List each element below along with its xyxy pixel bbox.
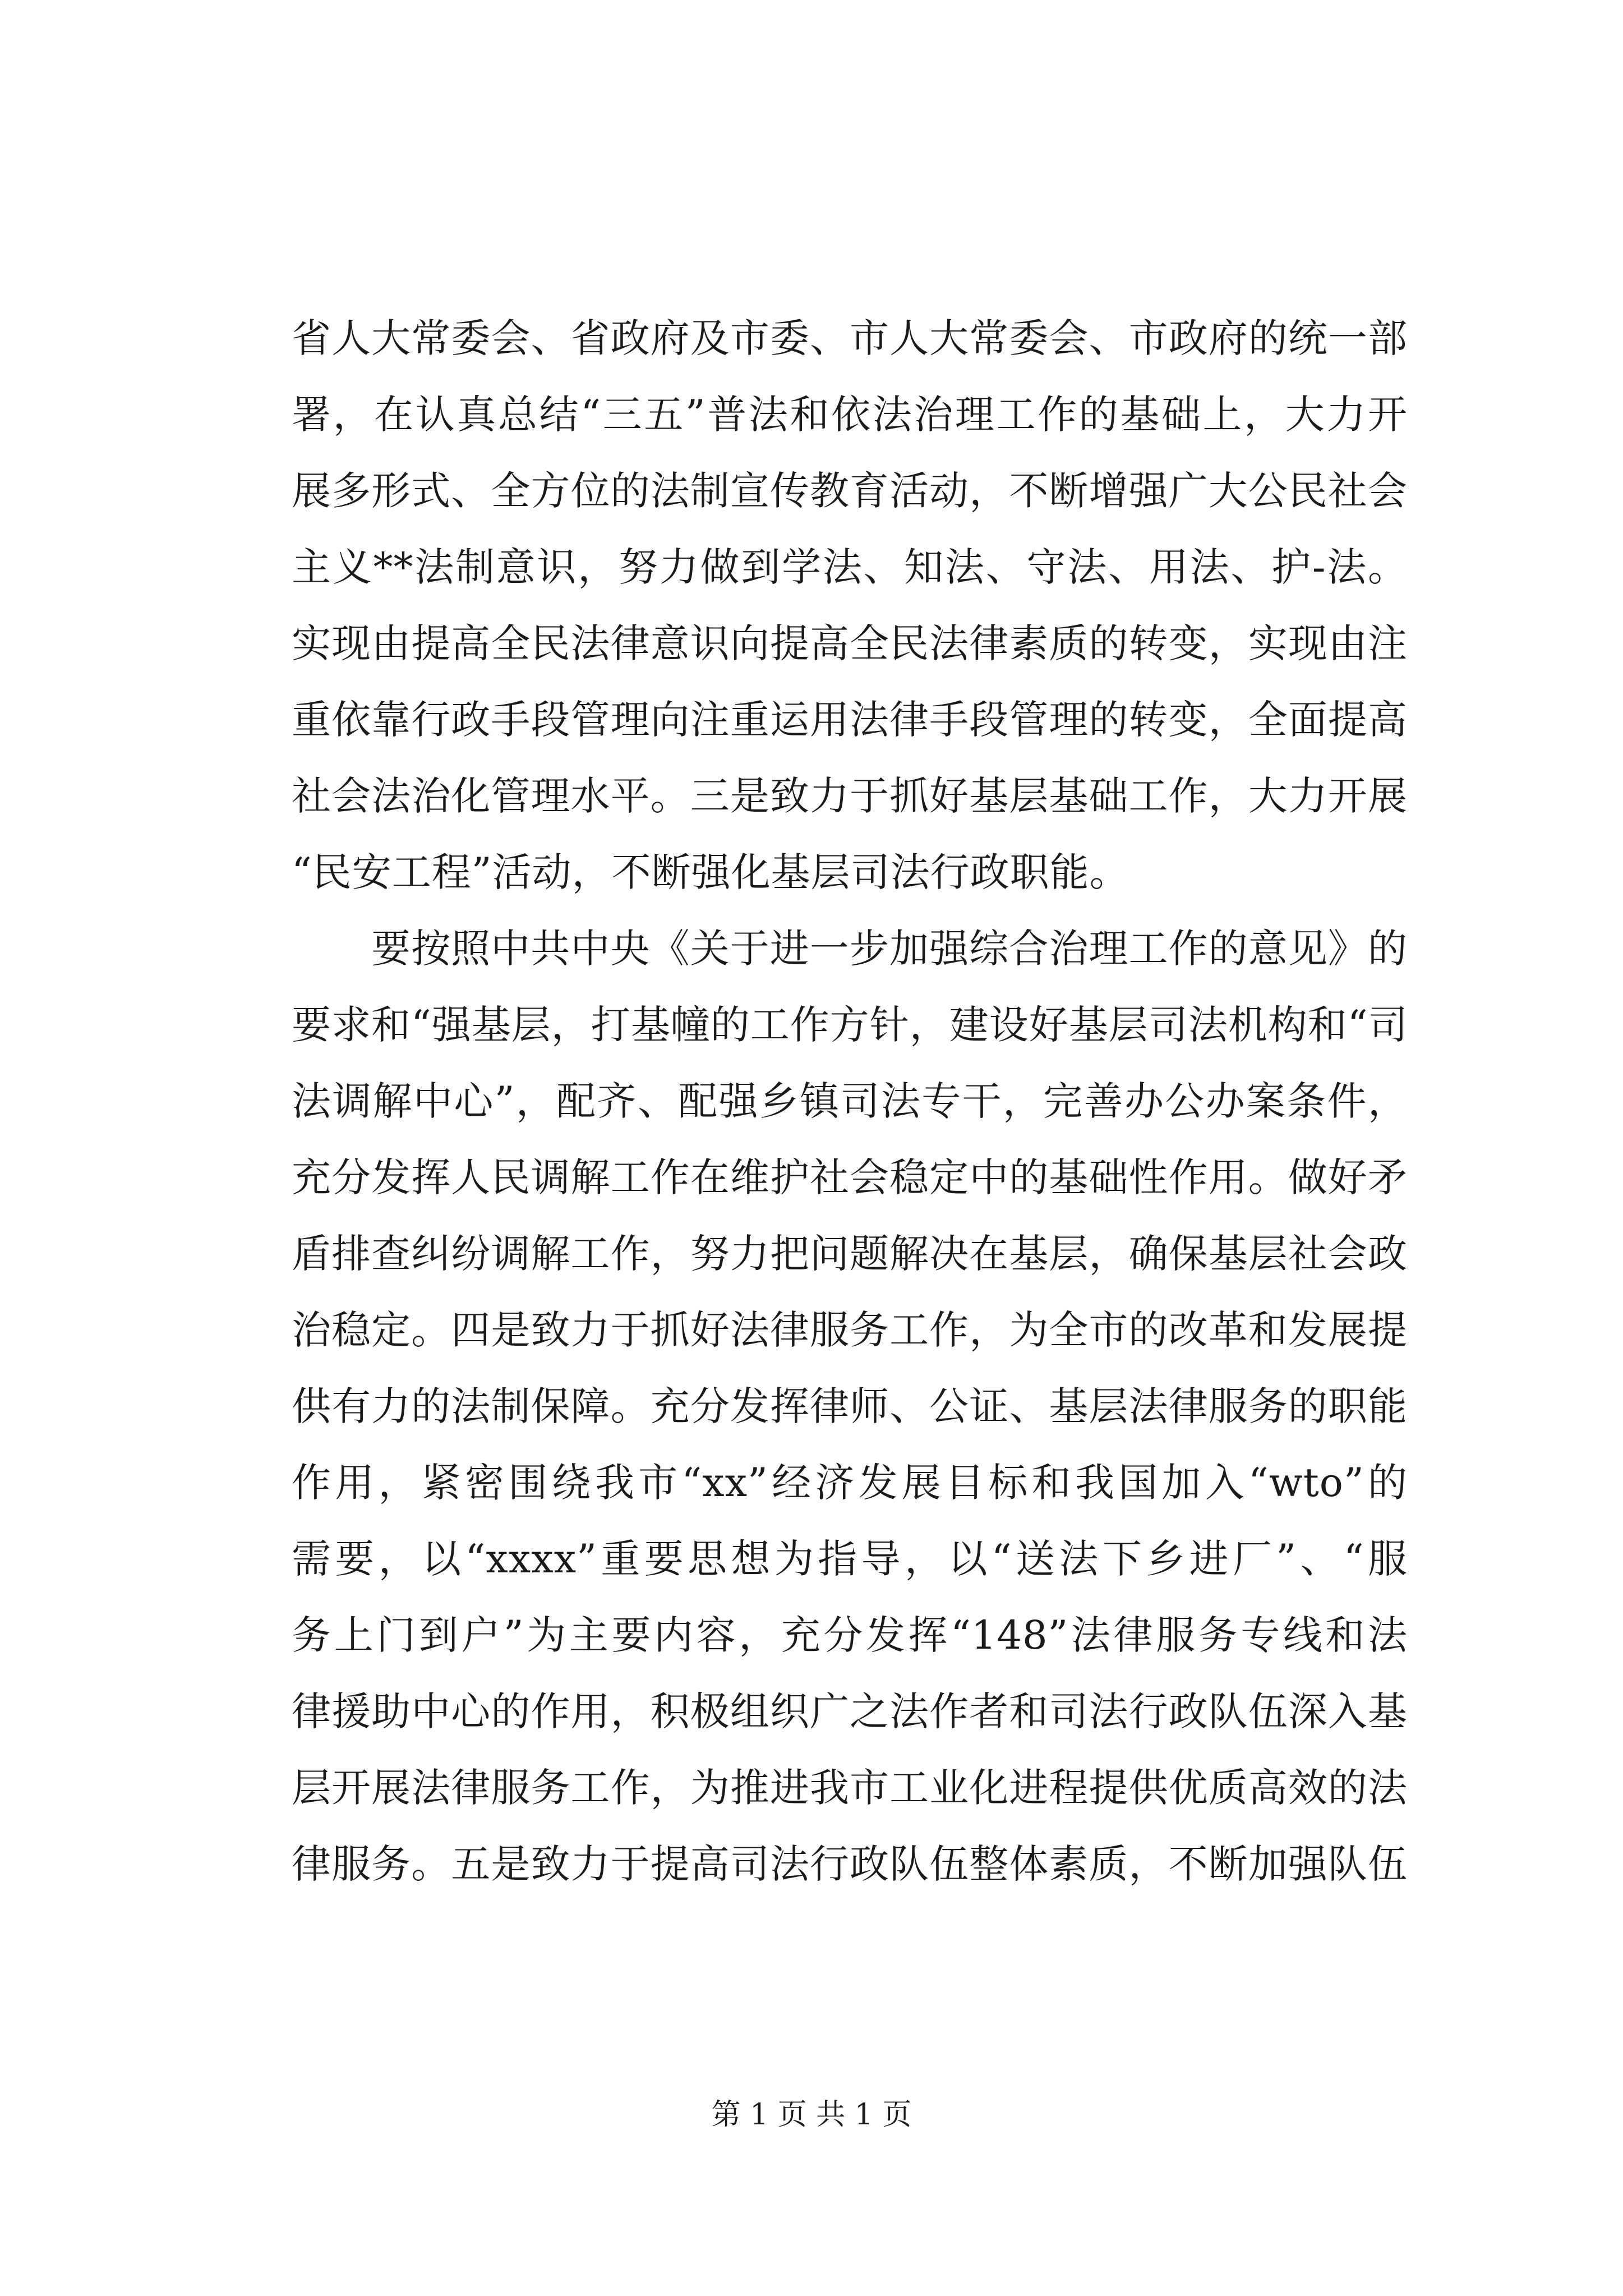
text-line: 层开展法律服务工作，为推进我市工业化进程提供优质高效的法: [292, 1765, 1408, 1811]
paragraph-2: [292, 910, 1408, 1902]
text-line: 务上门到户”为主要内容，充分发挥“148”法律服务专线和法: [292, 1612, 1408, 1658]
text-line: 充分发挥人民调解工作在维护社会稳定中的基础性作用。做好矛: [292, 1154, 1408, 1200]
text-line: 社会法治化管理水平。三是致力于抓好基层基础工作，大力开展: [292, 773, 1408, 819]
page-number-label: 第 1 页 共 1 页: [711, 2098, 912, 2132]
text-line: 盾排查纠纷调解工作，努力把问题解决在基层，确保基层社会政: [292, 1231, 1408, 1277]
text-line: 实现由提高全民法律意识向提高全民法律素质的转变，实现由注: [292, 620, 1408, 666]
text-line: 治稳定。四是致力于抓好法律服务工作，为全市的改革和发展提: [292, 1307, 1408, 1353]
text-line: 律服务。五是致力于提高司法行政队伍整体素质，不断加强队伍: [292, 1841, 1408, 1887]
page-footer: [0, 2095, 1623, 2134]
text-line: 主义**法制意识，努力做到学法、知法、守法、用法、护-法。: [292, 544, 1408, 590]
text-line: 需要，以“xxxx”重要思想为指导，以“送法下乡进厂”、“服: [292, 1536, 1408, 1582]
text-line: 要求和“强基层，打基幢的工作方针，建设好基层司法机构和“司: [292, 1002, 1408, 1048]
text-line: 署，在认真总结“三五”普法和依法治理工作的基础上，大力开: [292, 392, 1408, 438]
text-line: 律援助中心的作用，积极组织广之法作者和司法行政队伍深入基: [292, 1688, 1408, 1734]
text-line: 省人大常委会、省政府及市委、市人大常委会、市政府的统一部: [292, 315, 1408, 361]
text-line: 展多形式、全方位的法制宣传教育活动，不断增强广大公民社会: [292, 468, 1408, 514]
text-line: “民安工程”活动，不断强化基层司法行政职能。: [292, 849, 1129, 895]
body-text: [292, 300, 1408, 1902]
text-line: 要按照中共中央《关于进一步加强综合治理工作的意见》的: [371, 926, 1408, 972]
text-line: 法调解中心”，配齐、配强乡镇司法专干，完善办公办案条件，: [292, 1078, 1408, 1124]
text-line: 供有力的法制保障。充分发挥律师、公证、基层法律服务的职能: [292, 1383, 1408, 1429]
text-line: 作用，紧密围绕我市“xx”经济发展目标和我国加入“wto”的: [292, 1460, 1408, 1506]
paragraph-1: [292, 300, 1408, 910]
text-line: 重依靠行政手段管理向注重运用法律手段管理的转变，全面提高: [292, 697, 1408, 743]
